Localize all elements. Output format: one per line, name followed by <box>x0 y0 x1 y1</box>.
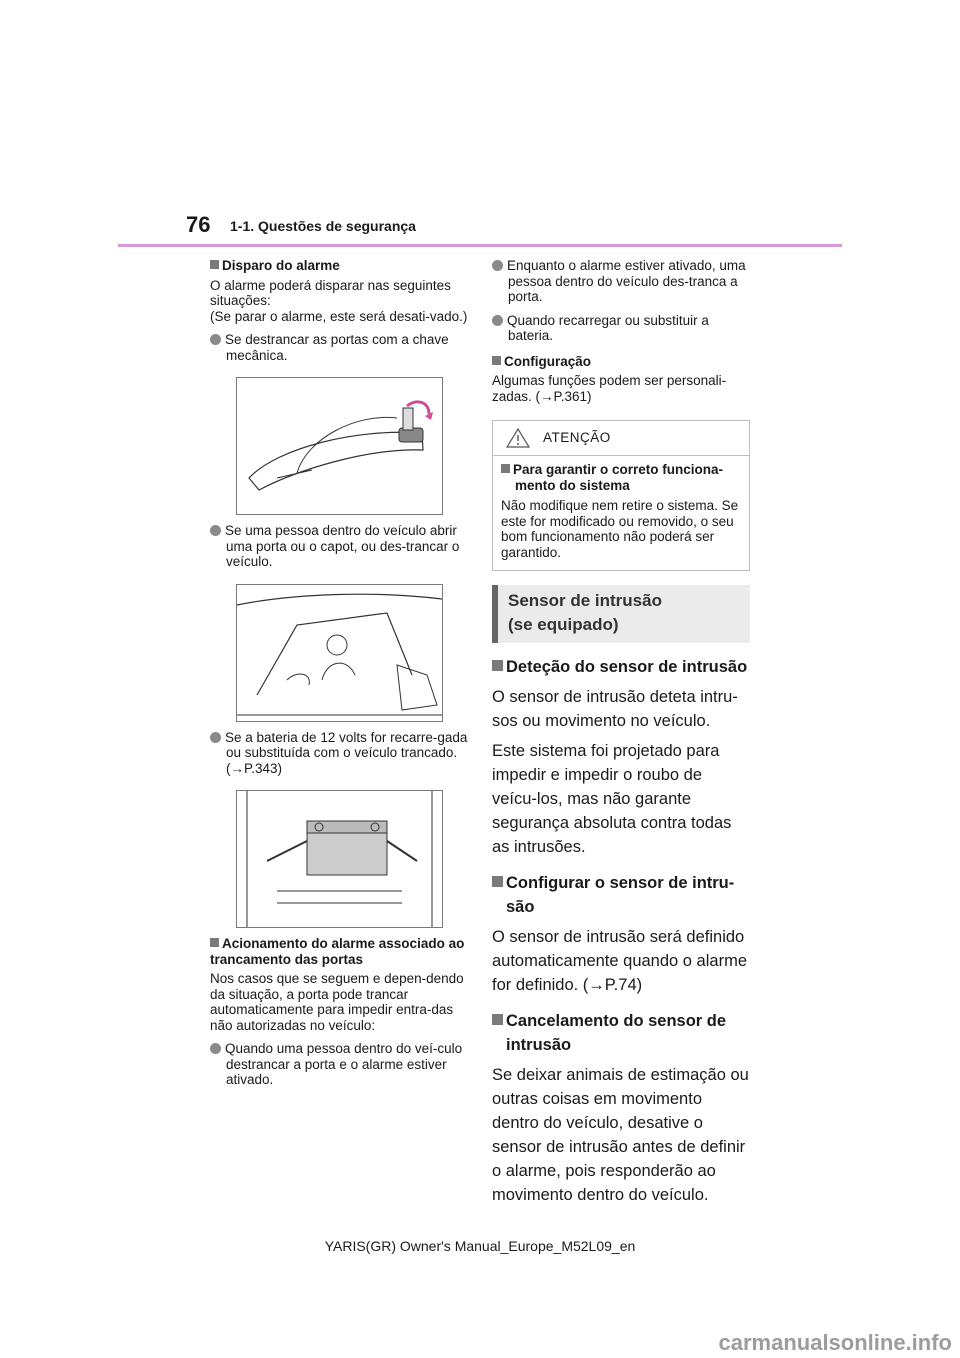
banner-line-2: (se equipado) <box>508 615 619 634</box>
banner-line-1: Sensor de intrusão <box>508 591 662 610</box>
warning-title-bar <box>493 421 749 456</box>
round-bullet-icon <box>210 1043 221 1054</box>
list-item: Quando recarregar ou substituir a bateria. <box>492 313 750 344</box>
square-bullet-icon <box>492 356 501 365</box>
watermark: carmanualsonline.info <box>718 1330 952 1355</box>
heading-configuration: Configuração <box>492 354 750 370</box>
paragraph: O alarme poderá disparar nas seguintes situações: <box>210 277 451 308</box>
right-column <box>492 254 750 1207</box>
section-banner <box>492 585 750 643</box>
warning-box <box>492 420 750 571</box>
paragraph: O sensor de intrusão será definido automaticamente quando o alarme for definido. (→P.74) <box>492 928 747 994</box>
round-bullet-icon <box>492 260 503 271</box>
square-bullet-icon <box>210 938 219 947</box>
battery-replacement-illustration <box>236 790 443 928</box>
warning-text: Não modifique nem retire o sistema. Se este for modificado ou removido, o seu bom funcionamento não poderá ser garantido. <box>501 498 739 560</box>
heading-intrusion-detection: Deteção do sensor de intrusão <box>492 655 750 679</box>
square-bullet-icon <box>210 260 219 269</box>
heading-cancel-intrusion-sensor: Cancelamento do sensor de intrusão <box>492 1009 750 1057</box>
list-item: Se destrancar as portas com a chave mecânica. <box>210 332 472 363</box>
paragraph: O sensor de intrusão deteta intru-sos ou movimento no veículo. <box>492 688 738 730</box>
door-handle-key-illustration <box>236 377 443 515</box>
square-bullet-icon <box>492 660 503 671</box>
paragraph: Nos casos que se seguem e depen-dendo da situação, a porta pode trancar automaticamente para impedir entra-das não autorizadas no veículo: <box>210 971 464 1033</box>
list-item: Se a bateria de 12 volts for recarre-gada ou substituída com o veículo trancado. (→P.343) <box>210 730 472 777</box>
paragraph: Algumas funções podem ser personali-zadas. (→P.361) <box>492 373 727 404</box>
paragraph: Se deixar animais de estimação ou outras coisas em movimento dentro do veículo, desative o sensor de intrusão antes de definir o alarme, pois responderão ao movimento dentro do veículo. <box>492 1066 749 1204</box>
round-bullet-icon <box>210 334 221 345</box>
section-title: 1-1. Questões de segurança <box>230 218 416 234</box>
round-bullet-icon <box>210 525 221 536</box>
square-bullet-icon <box>501 464 510 473</box>
heading-door-lock-alarm: Acionamento do alarme associado ao trancamento das portas <box>210 936 465 967</box>
list-item: Se uma pessoa dentro do veículo abrir uma porta ou o capot, ou des-trancar o veículo. <box>210 523 472 570</box>
round-bullet-icon <box>492 315 503 326</box>
warning-title: ATENÇÃO <box>543 430 611 445</box>
warning-heading: Para garantir o correto funciona-mento do sistema <box>501 462 741 493</box>
square-bullet-icon <box>492 1014 503 1025</box>
list-item: Quando uma pessoa dentro do veí-culo destrancar a porta e o alarme estiver ativado. <box>210 1041 472 1088</box>
page-number: 76 <box>186 212 211 237</box>
round-bullet-icon <box>210 732 221 743</box>
paragraph: (Se parar o alarme, este será desati-vado.) <box>210 308 468 324</box>
left-column <box>210 254 472 1088</box>
heading-set-intrusion-sensor: Configurar o sensor de intru-são <box>492 871 750 919</box>
person-in-car-illustration <box>236 584 443 722</box>
warning-triangle-icon <box>505 427 531 449</box>
header-rule <box>118 244 842 247</box>
heading-alarm-trigger: Disparo do alarme <box>210 258 472 274</box>
list-item: Enquanto o alarme estiver ativado, uma pessoa dentro do veículo des-tranca a porta. <box>492 258 750 305</box>
square-bullet-icon <box>492 876 503 887</box>
paragraph: Este sistema foi projetado para impedir e impedir o roubo de veícu-los, mas não garante segurança absoluta contra todas as intrusões. <box>492 742 732 856</box>
footer-manual-id: YARIS(GR) Owner's Manual_Europe_M52L09_en <box>324 1238 636 1254</box>
